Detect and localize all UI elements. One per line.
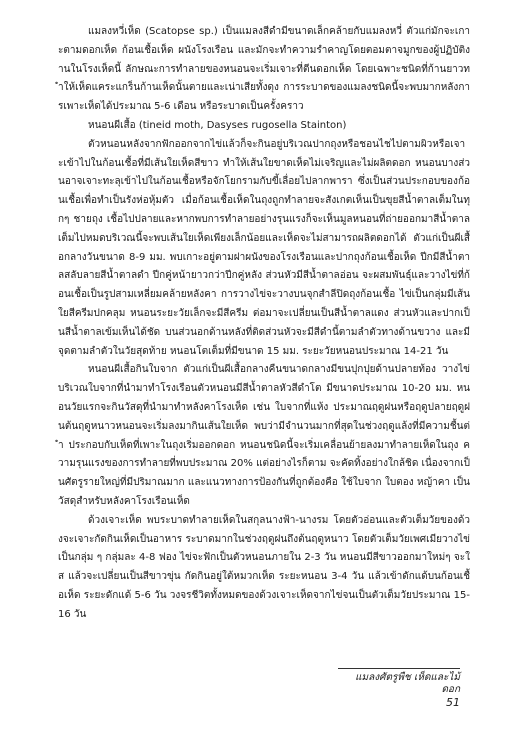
page-footer [338, 668, 460, 710]
paragraph-tineid-moth: ตัวหนอนหลังจากฟักออกจากไข่แล้วก็จะกินอยู่บริเวณปากถุงหรือชอนไชไปตามผิวหรือเจาะเข้าไปในก้อนเชื้อที่มีเส้นใยเห็ดสีขาว ทำให้เส้นใยขาดเห็ดไม่เจริญและไม่ผลิตดอก หนอนบางส่วนอาจเจาะทะลุเข้าไปในก้อนเชื้อหรือจักโยกรามกับขี้เลื่อยไปลากพารา ซึ่งเป็นส่วนประกอบของก้อนเชื้อเพื่อทำเป็นรังห่อหุ้มตัว เมื่อก้อนเชื้อเห็ดในถุงถูกทำลายจะสังเกตเห็นเป็นขุยสีน้ำตาลเต็มในทุกๆ ชายถุง เชื้อไปปลายและหากพบการทำลายอย่างรุนแรงก็จะเห็นมูลหนอนที่ถ่ายออกมาสีน้ำตาลเต็มไปหมดบริเวณนี้จะพบเส้นใยเห็ดเพียงเล็กน้อยและเห็ดจะไม่สามารถผลิตดอกได้ ตัวแก่เป็นผีเสื้อกลางวันขนาด 8-9 มม. พบเกาะอยู่ตามฝาผนังของโรงเรือนและปากถุงก้อนเชื้อเห็ด ปีกมีสีน้ำตาลสลับลายสีน้ำตาลดำ ปีกคู่หน้ายาวกว่าปีกคู่หลัง ส่วนหัวมีสีน้ำตาลอ่อน จะผสมพันธุ์และวางไข่ที่ก้อนเชื้อเป็นรูปสามเหลี่ยมคล้ายหลังคา การวางไข่จะวางบนจุกสำลีปิดถุงก้อนเชื้อ ไข่เป็นกลุ่มมีเส้นใยสีครีมปกคลุม หนอนระยะวัยเล็กจะมีสีครีม ต่อมาจะเปลี่ยนเป็นสีน้ำตาลแดง ส่วนหัวและปากเป็นสีน้ำตาลเข้มเห็นได้ชัด บนส่วนอกด้านหลังที่ติดส่วนหัวจะมีสีดำนี้ตามลำตัวทางด้านขวาง และมีจุดตามลำตัวในวัยสุดท้าย หนอนโตเต็มที่มีขนาด 15 มม. ระยะวัยหนอนประมาณ 14-21 วัน [58, 138, 470, 357]
footer-divider [338, 668, 460, 669]
paragraph-nipa-leaf-caterpillar: หนอนผีเสื้อกินใบจาก ตัวแก่เป็นผีเสื้อกลางคืนขนาดกลางมีขนปุกปุยด้านปลายท้อง วางไข่บริเวณใบจากที่นำมาทำโรงเรือนตัวหนอนมีสีน้ำตาลหัวสีดำโต มีขนาดประมาณ 10-20 มม. หนอนวัยแรกจะกินวัสดุที่นำมาทำหลังคาโรงเห็ด เช่น ใบจากที่แห้ง ประมาณฤดูฝนหรือฤดูปลายฤดูฝนต้นฤดูหนาวหนอนจะเริ่มลงมากินเส้นใยเห็ด พบว่ามีจำนวนมากที่สุดในช่วงฤดูแล้งที่มีความชื้นต่ำ ประกอบกับเห็ดที่เพาะในถุงเริ่มออกดอก หนอนชนิดนี้จะเริ่มเคลื่อนย้ายลงมาทำลายเห็ดในถุง ความรุนแรงของการทำลายที่พบประมาณ 20% แต่อย่างไรก็ตาม จะคัดทิ้งอย่างใกล้ชิด เนื่องจากเป็นศัตรูรายใหญ่ที่มีปริมาณมาก และแนวทางการป้องกันที่ถูกต้องคือ ใช้ใบจาก ใบตอง หญ้าคา เป็นวัสดุสำหรับหลังคาโรงเรือนเห็ด [58, 364, 470, 507]
heading-tineid-moth: หนอนผีเสื้อ (tineid moth, Dasyses rugosella Stainton) [88, 119, 347, 131]
paragraph-mushroom-beetle: ด้วงเจาะเห็ด พบระบาดทำลายเห็ดในสกุลนางฟ้า-นางรม โดยตัวอ่อนและตัวเต็มวัยของด้วงจะเจาะกัดกินเห็ดเป็นอาหาร ระบาดมากในช่วงฤดูฝนถึงต้นฤดูหนาว โดยตัวเต็มวัยเพศเมียวางไข่เป็นกลุ่ม ๆ กลุ่มละ 4-8 ฟอง ไข่จะฟักเป็นตัวหนอนภายใน 2-3 วัน หนอนมีสีขาวออกมาใหม่ๆ จะใส แล้วจะเปลี่ยนเป็นสีขาวขุ่น กัดกินอยู่ใต้หมวกเห็ด ระยะหนอน 3-4 วัน แล้วเข้าดักแด้บนก้อนเชื้อเห็ด ระยะดักแด้ 5-6 วัน วงจรชีวิตทั้งหมดของด้วงเจาะเห็ดจากไข่จนเป็นตัวเต็มวัยประมาณ 15-16 วัน [58, 514, 470, 620]
document-body [58, 23, 470, 625]
page-number: 51 [446, 696, 460, 709]
paragraph-fungus-gnat: แมลงหวี่เห็ด (Scatopse sp.) เป็นแมลงสีดำมีขนาดเล็กคล้ายกับแมลงหวี่ ตัวแก่มักจะเกาะตามดอกเห็ด ก้อนเชื้อเห็ด ผนังโรงเรือน และมักจะทำความรำคาญโดยตอมตาจมูกของผู้ปฏิบัติงานในโรงเห็ดนี้ ลักษณะการทำลายของหนอนจะเริ่มเจาะที่ตีนดอกเห็ด โดยเฉพาะชนิดที่ก้านยาวทำให้เห็ดแคระแกร็นก้านเห็ดนั้นตายและเน่าเสียทั้งดุง การระบาดของแมลงชนิดนี้จะพบมากหลังการเพาะเห็ดได้ประมาณ 5-6 เดือน หรือระบาดเป็นครั้งคราว [58, 26, 470, 113]
footer-title: แมลงศัตรูพืช เห็ดและไม้ดอก [355, 672, 460, 695]
